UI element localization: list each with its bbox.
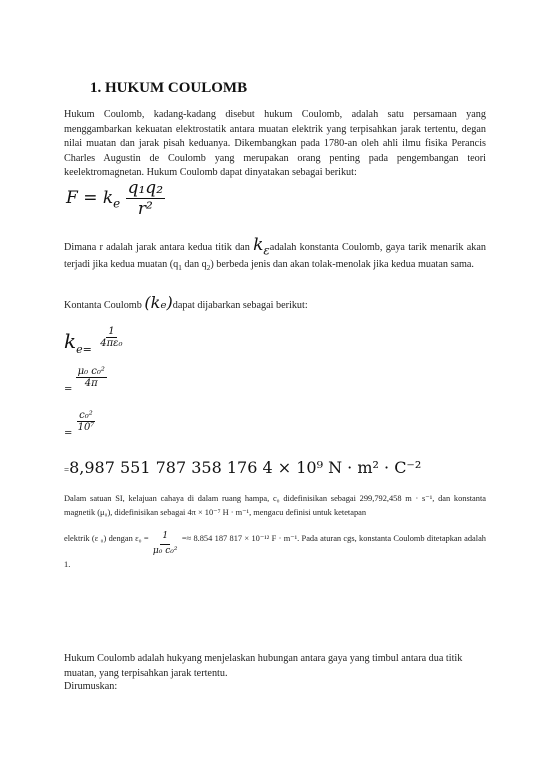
constant-intro-text-b: dapat dijabarkan sebagai berikut:: [172, 300, 308, 311]
definition-text-d: ) berbeda jenis dan akan tolak-menolak jika kedua muatan sama.: [210, 258, 474, 270]
equation-1: [64, 326, 125, 356]
formulated-label: Dirumuskan:: [64, 681, 118, 692]
eq1-denominator: 4πε₀: [100, 338, 123, 349]
formula-denominator: r²: [137, 199, 153, 219]
ke-symbol: $k_\varepsilon$: [253, 235, 270, 258]
formula-numerator: q₁q₂: [127, 178, 164, 198]
equation-3: [64, 410, 96, 439]
eq3-numerator: c₀²: [79, 410, 93, 421]
definition-text-a: Dimana r adalah jarak antara kedua titik dan: [64, 242, 250, 253]
formula-sub: e: [113, 196, 121, 211]
formula-lhs: F = k: [66, 188, 114, 208]
eq2-equals: =: [64, 384, 73, 395]
definition-paragraph: [64, 235, 487, 276]
eq2-numerator: μ₀ c₀²: [77, 366, 105, 377]
equation-4: [64, 458, 421, 478]
epsilon-text-a: elektrik (ε ₀) dengan ε₀ =: [64, 534, 149, 543]
eq3-denominator: 10⁷: [77, 422, 95, 433]
eq2-denominator: 4π: [84, 378, 98, 389]
epsilon-fraction: [151, 530, 180, 558]
epsilon-text-b: =≈ 8.854 187 817 × 10⁻¹² F · m⁻¹. Pada aturan cgs, konstanta Coulomb ditetapkan adalah 1.: [64, 534, 486, 569]
definition-text-b: adalah konstanta Coulomb, gaya tarik menarik akan terjadi jika kedua muatan (q: [64, 242, 487, 270]
eq3-equals: =: [64, 428, 73, 439]
formula-fraction: [126, 178, 165, 219]
epsilon-fraction-denominator: μ₀ c₀²: [152, 545, 178, 556]
eq2-fraction: [76, 366, 107, 389]
definition-text-c: dan q: [181, 258, 207, 270]
coulomb-law-paragraph: Hukum Coulomb adalah hukyang menjelaskan hubungan antara gaya yang timbul antara dua titik muatan, yang terpisahkan jarak tertentu.: [64, 653, 463, 679]
epsilon-paragraph: [64, 530, 486, 572]
page-title: 1. HUKUM COULOMB: [90, 80, 248, 96]
ke-paren-symbol: (kₑ): [144, 293, 173, 312]
coulomb-formula: [66, 178, 165, 219]
epsilon-fraction-numerator: 1: [160, 530, 170, 545]
eq3-fraction: [76, 410, 97, 433]
q1-subscript: 1: [178, 264, 182, 273]
eq4-value: 8,987 551 787 358 176 4 × 10⁹ N · m² · C⁻²: [69, 458, 422, 477]
eq1-lhs: k: [64, 329, 77, 353]
intro-paragraph: Hukum Coulomb, kadang-kadang disebut hukum Coulomb, adalah satu persamaan yang menggambarkan kekuatan elektrostatik antara muatan elektrik yang terpisahkan jarak tertentu, degan nilai muatan dan jarak pisah keduanya. Dikembangkan pada 1780-an oleh ahli ilmu fisika Perancis Charles Augustin de Coulomb yang merupakan orang penting pada pengembangan teori keelektromagnetan. Hukum Coulomb dapat dinyatakan sebagai berikut:: [64, 109, 486, 179]
eq1-numerator: 1: [108, 326, 115, 337]
eq1-sub: e=: [76, 343, 92, 356]
eq4-equals: =: [64, 465, 70, 475]
si-paragraph: Dalam satuan SI, kelajuan cahaya di dalam ruang hampa, c₀ didefinisikan sebagai 299,792,458 m · s⁻¹, dan konstanta magnetik (μ₀), didefinisikan sebagai 4π × 10⁻⁷ H · m⁻¹, mengacu definisi untuk ketetapan: [64, 494, 486, 517]
equation-2: [64, 366, 107, 395]
constant-intro-text-a: Kontanta Coulomb: [64, 300, 142, 311]
constant-intro: [64, 293, 486, 314]
q2-subscript: 2: [206, 264, 211, 273]
eq1-fraction: [98, 326, 124, 349]
